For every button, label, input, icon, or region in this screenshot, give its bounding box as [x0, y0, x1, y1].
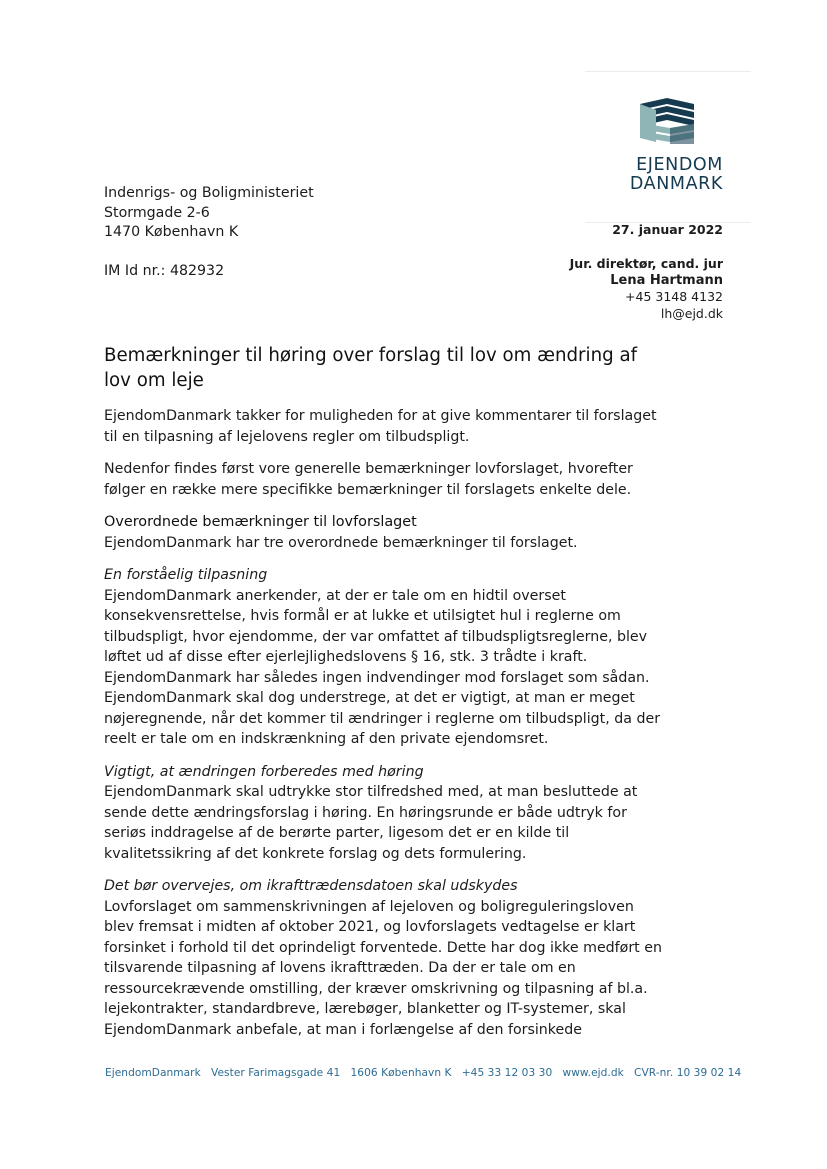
recipient-address [104, 184, 314, 243]
recipient-line-2: Stormgade 2-6 [104, 204, 210, 221]
subsection-heading-2: Vigtigt, at ændringen forberedes med høring [104, 763, 424, 780]
subsection-heading-1: En forståelig tilpasning [104, 567, 268, 583]
intro-paragraph-2: Nedenfor findes først vore generelle bemærkninger lovforslaget, hvorefter følger en række mere specifikke bemærkninger til forslagets enkelte dele. [104, 461, 633, 498]
page-footer: EjendomDanmark Vester Farimagsgade 41 1606 København K +45 33 12 03 30 www.ejd.dk CVR-nr. 10 39 02 14 [105, 1067, 742, 1079]
contact-phone: +45 3148 4132 [625, 289, 723, 304]
logo-line-1: EJENDOM [636, 155, 723, 175]
recipient-line-1: Indenrigs- og Boligministeriet [104, 185, 314, 201]
logo-line-2: DANMARK [629, 174, 723, 194]
contact-role: Jur. direktør, cand. jur [569, 256, 723, 271]
subsection-paragraph-2: EjendomDanmark skal udtrykke stor tilfredshed med, at man besluttede at sende dette ændringsforslag i høring. En høringsrunde er både udtryk for seriøs inddragelse af de berørte parter, ligesom det er en kilde til kvalitetssikring af det konkrete forslag og dets formulering. [104, 784, 638, 862]
contact-block [570, 256, 723, 322]
header-rule-top [585, 71, 751, 72]
letter-title: Bemærkninger til høring over forslag til lov om ændring af lov om leje [104, 345, 637, 391]
recipient-line-3: 1470 København K [104, 224, 239, 241]
intro-paragraph-1: EjendomDanmark takker for muligheden for at give kommentarer til forslaget til en tilpasning af lejelovens regler om tilbudspligt. [104, 408, 657, 445]
im-id: IM Id nr.: 482932 [104, 263, 225, 279]
ejendom-logo-text [611, 156, 723, 194]
letter-body [104, 344, 664, 1052]
letter-date: 27. januar 2022 [612, 222, 723, 237]
subsection-heading-3: Det bør overvejes, om ikrafttrædensdatoen skal udskydes [104, 878, 518, 894]
ejendom-logo-icon [640, 98, 694, 144]
section-heading: Overordnede bemærkninger til lovforslaget [104, 514, 417, 530]
contact-name: Lena Hartmann [610, 272, 723, 288]
section-paragraph: EjendomDanmark har tre overordnede bemærkninger til forslaget. [104, 534, 578, 551]
contact-email[interactable]: lh@ejd.dk [660, 305, 723, 321]
subsection-paragraph-1: EjendomDanmark anerkender, at der er tale om en hidtil overset konsekvensrettelse, hvis formål er at lukke et utilsigtet hul i reglerne om tilbudspligt, hvor ejendomme, der var omfattet af tilbudspligtsreglerne, blev løftet ud af disse efter ejerlejlighedslovens § 16, stk. 3 trådte i kraft. EjendomDanmark har således ingen indvendinger mod forslaget som sådan. EjendomDanmark skal dog understrege, at det er vigtigt, at man er meget nøjeregnende, når det kommer til ændringer i reglerne om tilbudspligt, da der reelt er tale om en indskrænkning af den private ejendomsret. [104, 587, 661, 747]
subsection-paragraph-3: Lovforslaget om sammenskrivningen af lejeloven og boligreguleringsloven blev fremsat i midten af oktober 2021, og lovforslagets vedtagelse er klart forsinket i forhold til det oprindeligt forventede. Dette har dog ikke medført en tilsvarende tilpasning af lovens ikrafttræden. Da der er tale om en ressourcekrævende omstilling, der kræver omskrivning og tilpasning af bl.a. lejekontrakter, standardbreve, lærebøger, blanketter og IT-systemer, skal EjendomDanmark anbefale, at man i forlængelse af den forsinkede [104, 898, 662, 1038]
